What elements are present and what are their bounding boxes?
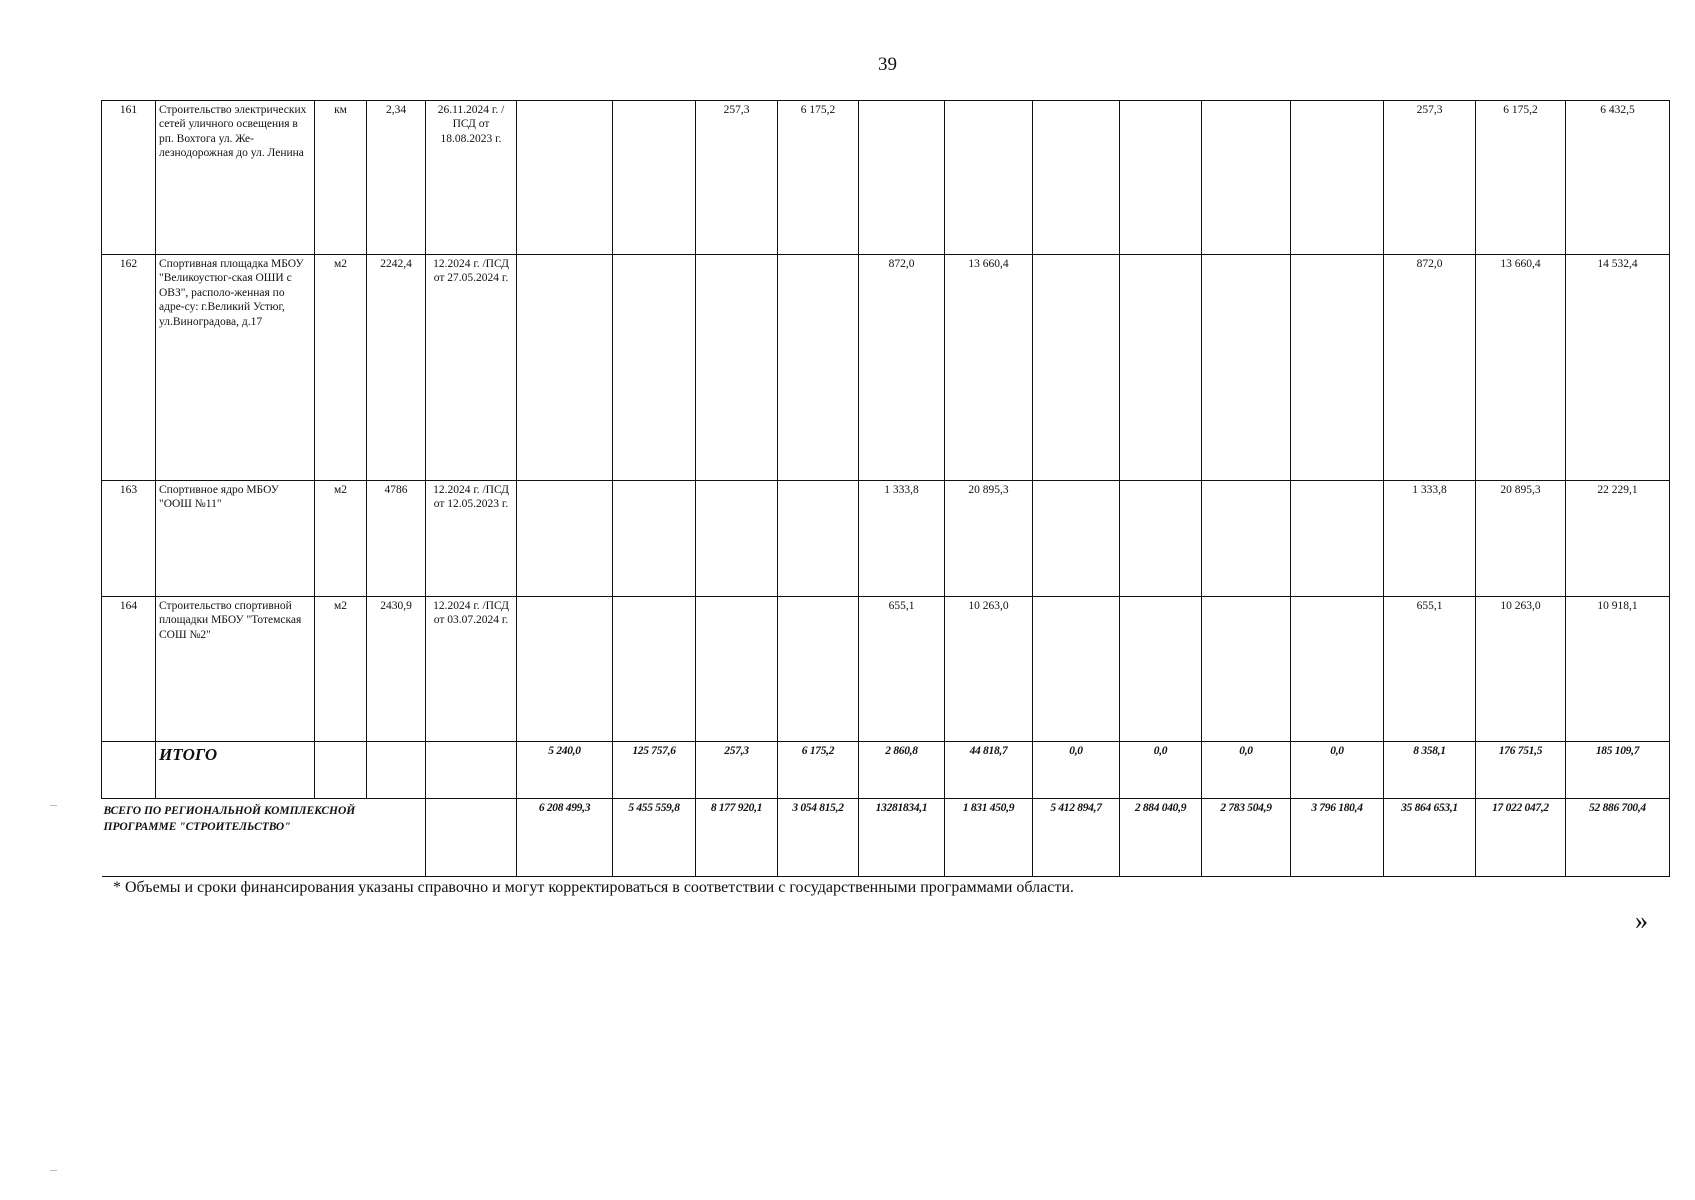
financing-value [778, 597, 859, 742]
financing-value [859, 101, 945, 255]
grand-total-value: 2 884 040,9 [1120, 799, 1202, 877]
financing-value: 655,1 [1384, 597, 1476, 742]
financing-value [517, 101, 613, 255]
row-number: 163 [102, 481, 156, 597]
grand-total-value: 3 796 180,4 [1291, 799, 1384, 877]
total-value: 176 751,5 [1476, 742, 1566, 799]
financing-table [101, 100, 1670, 877]
row-number: 164 [102, 597, 156, 742]
capacity: 2242,4 [367, 255, 426, 481]
financing-value [696, 255, 778, 481]
financing-value [1033, 255, 1120, 481]
financing-value: 6 175,2 [778, 101, 859, 255]
total-value: 2 860,8 [859, 742, 945, 799]
financing-value [517, 255, 613, 481]
capacity: 2430,9 [367, 597, 426, 742]
financing-value [1202, 255, 1291, 481]
grand-total-value: 5 412 894,7 [1033, 799, 1120, 877]
financing-value [613, 101, 696, 255]
financing-value [1291, 597, 1384, 742]
table-row [102, 481, 1670, 597]
financing-value: 1 333,8 [1384, 481, 1476, 597]
financing-value: 20 895,3 [945, 481, 1033, 597]
total-value: 257,3 [696, 742, 778, 799]
financing-value: 6 175,2 [1476, 101, 1566, 255]
financing-value: 257,3 [1384, 101, 1476, 255]
financing-value: 655,1 [859, 597, 945, 742]
grand-total-value: 35 864 653,1 [1384, 799, 1476, 877]
grand-total-value: 13281834,1 [859, 799, 945, 877]
row-number: 161 [102, 101, 156, 255]
completion-date: 12.2024 г. /ПСД от 27.05.2024 г. [426, 255, 517, 481]
financing-value [1120, 255, 1202, 481]
financing-value [778, 481, 859, 597]
grand-total-value: 17 022 047,2 [1476, 799, 1566, 877]
financing-value [1120, 101, 1202, 255]
object-name: Строительство электрических сетей уличного освещения в рп. Вохтога ул. Же-лезнодорожная до ул. Ленина [156, 101, 315, 255]
unit-of-measure: м2 [315, 597, 367, 742]
grand-total-label: ВСЕГО ПО РЕГИОНАЛЬНОЙ КОМПЛЕКСНОЙ ПРОГРАММЕ "СТРОИТЕЛЬСТВО" [102, 799, 426, 877]
completion-date: 26.11.2024 г. /ПСД от 18.08.2023 г. [426, 101, 517, 255]
table-row [102, 597, 1670, 742]
financing-value [613, 255, 696, 481]
total-value: 0,0 [1120, 742, 1202, 799]
object-name: Строительство спортивной площадки МБОУ "Тотемская СОШ №2" [156, 597, 315, 742]
total-value: 0,0 [1202, 742, 1291, 799]
financing-value: 22 229,1 [1566, 481, 1670, 597]
financing-value: 13 660,4 [1476, 255, 1566, 481]
financing-value [696, 481, 778, 597]
completion-date: 12.2024 г. /ПСД от 03.07.2024 г. [426, 597, 517, 742]
financing-value [945, 101, 1033, 255]
financing-value [517, 481, 613, 597]
financing-value [696, 597, 778, 742]
unit-of-measure: км [315, 101, 367, 255]
financing-value [613, 597, 696, 742]
financing-value [1291, 481, 1384, 597]
financing-value: 10 263,0 [1476, 597, 1566, 742]
financing-value [1033, 597, 1120, 742]
capacity: 2,34 [367, 101, 426, 255]
footnote: * Объемы и сроки финансирования указаны справочно и могут корректироваться в соответствии с государственными программами области. [113, 879, 1074, 896]
financing-value [1202, 101, 1291, 255]
table-row [102, 101, 1670, 255]
total-value: 0,0 [1291, 742, 1384, 799]
financing-value: 13 660,4 [945, 255, 1033, 481]
financing-value: 6 432,5 [1566, 101, 1670, 255]
financing-value [1291, 255, 1384, 481]
financing-value [1202, 597, 1291, 742]
capacity: 4786 [367, 481, 426, 597]
financing-value: 257,3 [696, 101, 778, 255]
grand-total-value: 2 783 504,9 [1202, 799, 1291, 877]
financing-value: 10 918,1 [1566, 597, 1670, 742]
unit-of-measure: м2 [315, 255, 367, 481]
object-name: Спортивное ядро МБОУ "ООШ №11" [156, 481, 315, 597]
row-number: 162 [102, 255, 156, 481]
financing-value: 872,0 [1384, 255, 1476, 481]
grand-total-value: 5 455 559,8 [613, 799, 696, 877]
total-value: 125 757,6 [613, 742, 696, 799]
grand-total-row [102, 799, 1670, 877]
financing-value [1120, 481, 1202, 597]
grand-total-value: 52 886 700,4 [1566, 799, 1670, 877]
total-value: 6 175,2 [778, 742, 859, 799]
closing-quote-mark: » [1635, 906, 1648, 935]
financing-value [1033, 481, 1120, 597]
financing-value: 1 333,8 [859, 481, 945, 597]
total-label: ИТОГО [156, 742, 315, 799]
total-value: 44 818,7 [945, 742, 1033, 799]
grand-total-value: 3 054 815,2 [778, 799, 859, 877]
financing-value: 872,0 [859, 255, 945, 481]
object-name: Спортивная площадка МБОУ "Великоустюг-ская ОШИ с ОВЗ", располо-женная по адре-су: г.Великий Устюг, ул.Виноградова, д.17 [156, 255, 315, 481]
financing-value [1202, 481, 1291, 597]
completion-date: 12.2024 г. /ПСД от 12.05.2023 г. [426, 481, 517, 597]
total-num-cell [102, 742, 156, 799]
total-row [102, 742, 1670, 799]
total-value: 0,0 [1033, 742, 1120, 799]
financing-value [1033, 101, 1120, 255]
grand-total-value: 1 831 450,9 [945, 799, 1033, 877]
margin-mark [50, 805, 57, 806]
financing-value [778, 255, 859, 481]
financing-value [613, 481, 696, 597]
grand-total-value: 8 177 920,1 [696, 799, 778, 877]
total-value: 5 240,0 [517, 742, 613, 799]
total-value: 8 358,1 [1384, 742, 1476, 799]
total-value: 185 109,7 [1566, 742, 1670, 799]
financing-value: 10 263,0 [945, 597, 1033, 742]
financing-value [517, 597, 613, 742]
financing-value: 20 895,3 [1476, 481, 1566, 597]
financing-value: 14 532,4 [1566, 255, 1670, 481]
unit-of-measure: м2 [315, 481, 367, 597]
table-row [102, 255, 1670, 481]
page-number: 39 [878, 54, 897, 75]
financing-value [1120, 597, 1202, 742]
grand-total-value: 6 208 499,3 [517, 799, 613, 877]
financing-value [1291, 101, 1384, 255]
margin-mark [50, 1170, 57, 1171]
